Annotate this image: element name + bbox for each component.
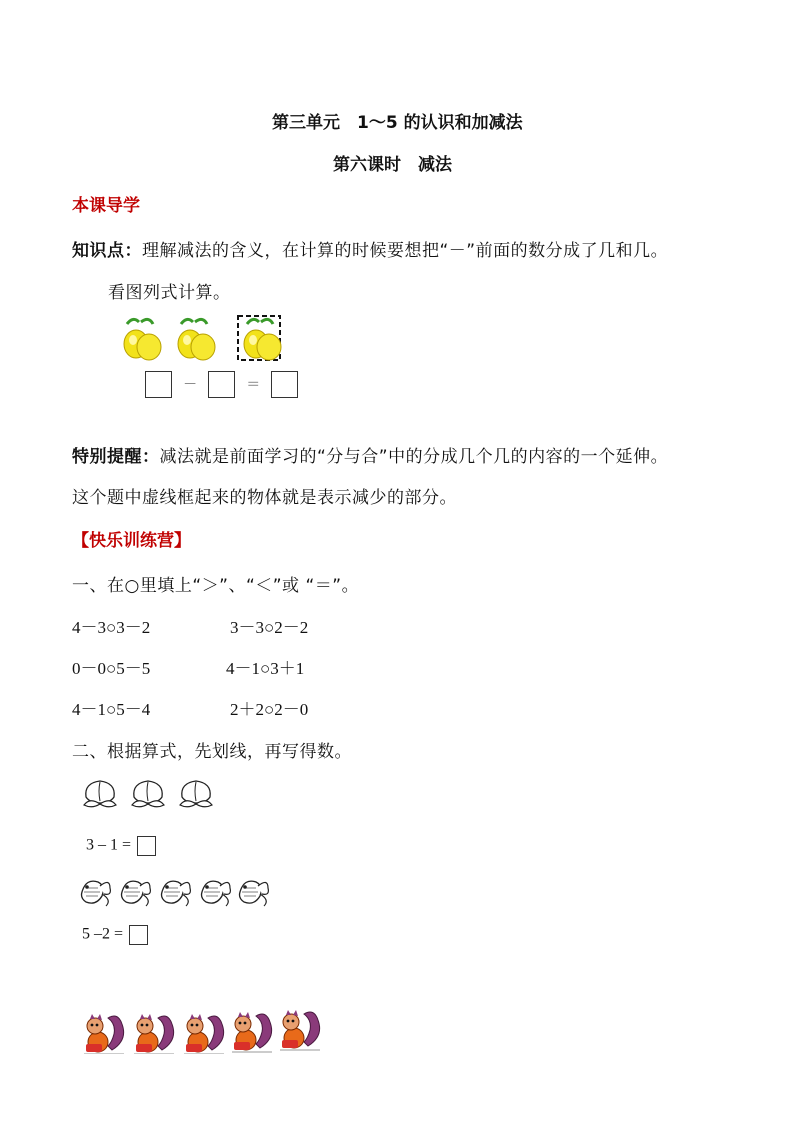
squirrel-icon: [280, 1010, 320, 1050]
picture-equation: [145, 371, 298, 398]
peach-icon: [84, 781, 116, 807]
goldfish-icon: [162, 881, 191, 906]
squirrel-icon: [184, 1014, 224, 1054]
knowledge-text: 理解减法的含义，在计算的时候要想把“－”前面的数分成了几和几。: [142, 241, 669, 261]
goldfish-icon: [122, 881, 151, 906]
minus-sign: －: [183, 377, 198, 393]
equation-2-text: 5 –2 =: [82, 925, 124, 943]
answer-box[interactable]: [137, 836, 156, 856]
goldfish-illustration: [78, 872, 273, 908]
peach-icon: [132, 781, 164, 807]
pear-icon: [178, 319, 215, 360]
equation-2: [82, 925, 148, 945]
answer-box[interactable]: [271, 371, 298, 398]
answer-box[interactable]: [129, 925, 148, 945]
squirrel-icon: [134, 1014, 174, 1054]
guide-heading: 本课导学: [72, 196, 140, 216]
reminder-label: 特别提醒：: [72, 447, 160, 467]
answer-box[interactable]: [208, 371, 235, 398]
lesson-title: 第六课时 减法: [333, 155, 452, 175]
instruction-text: 看图列式计算。: [108, 283, 231, 303]
equation-1: [86, 836, 156, 856]
question-2-prompt: 二、根据算式，先划线，再写得数。: [72, 742, 352, 762]
compare-item: 2＋2○2－0: [230, 700, 309, 719]
squirrel-icon: [84, 1014, 124, 1054]
unit-title: 第三单元 1～5 的认识和加减法: [272, 113, 523, 133]
reminder-text: 减法就是前面学习的“分与合”中的分成几个几的内容的一个延伸。: [159, 447, 669, 467]
goldfish-icon: [82, 881, 111, 906]
reminder-line-1: [72, 442, 668, 467]
knowledge-point: [72, 236, 668, 261]
knowledge-label: 知识点：: [72, 241, 142, 261]
camp-heading: 【快乐训练营】: [72, 531, 191, 551]
compare-item: 4－3○3－2: [72, 618, 151, 637]
goldfish-icon: [240, 881, 269, 906]
squirrel-icon: [232, 1012, 272, 1052]
question-1-prompt: 一、在○里填上“＞”、“＜”或 “＝”。: [72, 576, 360, 596]
peach-icon: [180, 781, 212, 807]
peaches-illustration: [80, 775, 225, 809]
goldfish-icon: [202, 881, 231, 906]
equation-1-text: 3 – 1 =: [86, 836, 132, 854]
compare-item: 3－3○2－2: [230, 618, 309, 637]
compare-item: 4－1○3＋1: [226, 659, 305, 678]
compare-item: 4－1○5－4: [72, 700, 151, 719]
equals-sign: ＝: [246, 377, 261, 393]
pears-illustration: [115, 312, 290, 362]
answer-box[interactable]: [145, 371, 172, 398]
squirrels-illustration: [82, 1008, 327, 1054]
pear-icon: [124, 319, 161, 360]
reminder-line-2: 这个题中虚线框起来的物体就是表示减少的部分。: [72, 488, 457, 508]
pear-icon: [244, 319, 281, 360]
compare-item: 0－0○5－5: [72, 659, 151, 678]
